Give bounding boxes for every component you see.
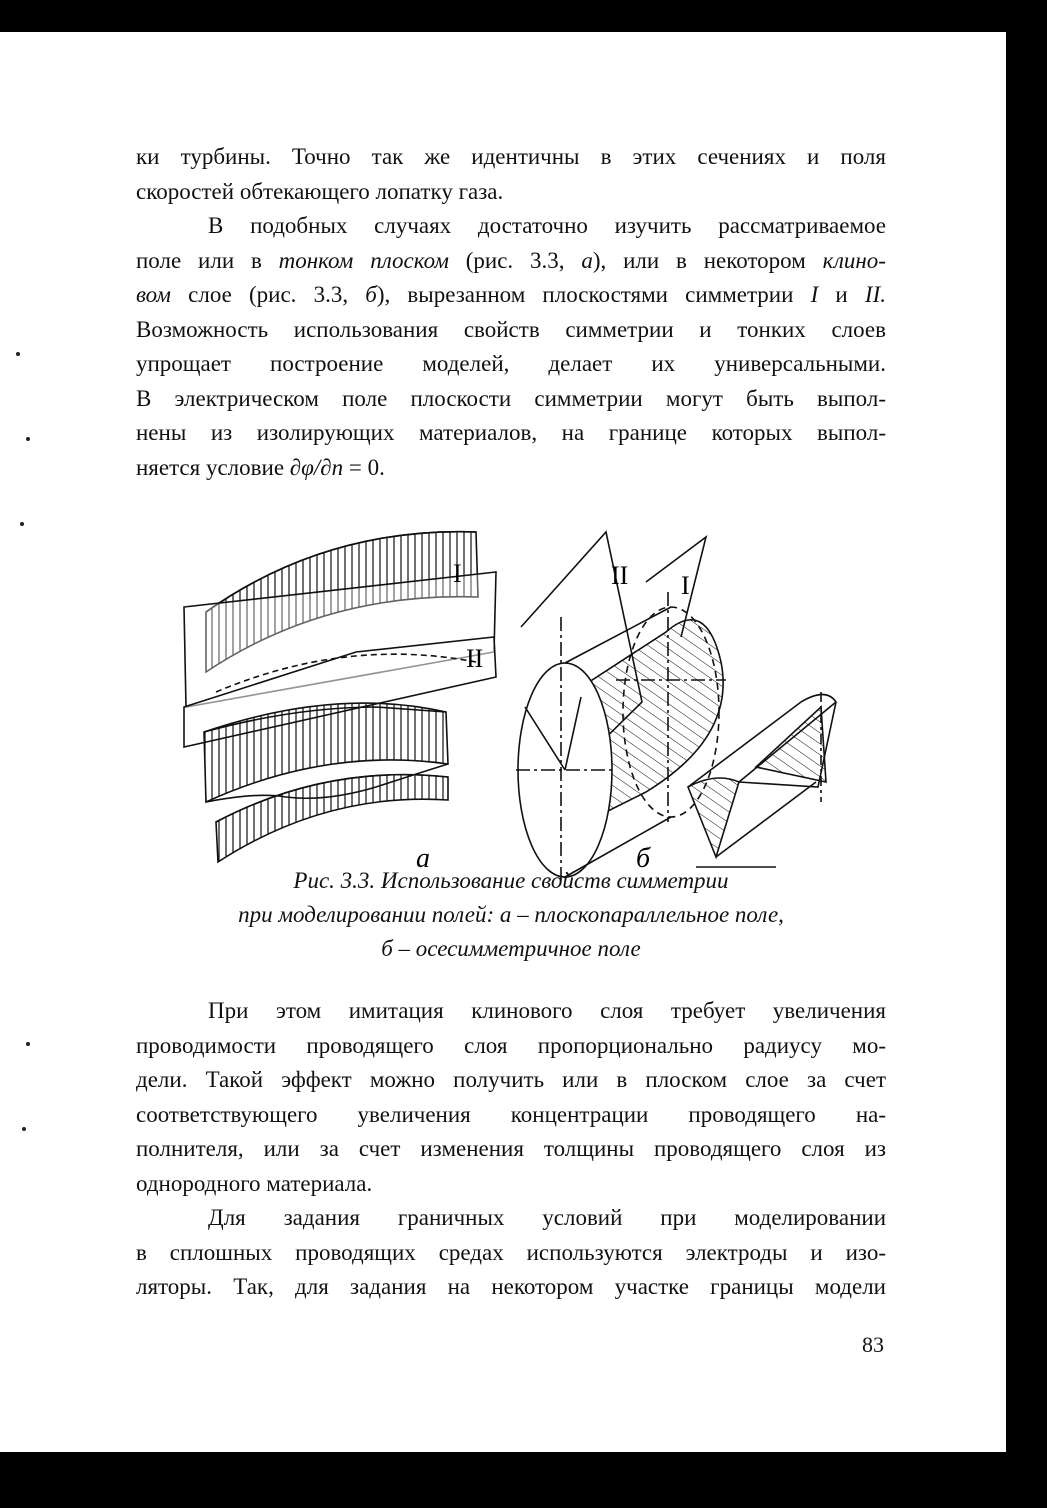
paragraph-2-line-8: няется условие ∂φ/∂n = 0.	[136, 454, 385, 480]
figure-label-b: б	[636, 843, 651, 874]
plane-I-label-a: I	[453, 559, 462, 588]
paragraph-2-line-7: нены из изолирующих материалов, на границе которых выпол-	[136, 420, 886, 445]
scan-speck	[20, 522, 24, 526]
paragraph-4-line-1: Для задания граничных условий при моделировании	[208, 1205, 886, 1230]
paragraph-2-line-1: В подобных случаях достаточно изучить рассматриваемое	[208, 213, 886, 238]
paragraph-1-line-1: ки турбины. Точно так же идентичны в этих сечениях и поля	[136, 144, 886, 169]
scan-speck	[16, 352, 20, 356]
paragraph-2-line-5: упрощает построение моделей, делает их универсальными.	[136, 351, 886, 376]
paragraph-3-line-3: дели. Такой эффект можно получить или в плоском слое за счет	[136, 1067, 886, 1092]
paragraph-1-line-2: скоростей обтекающего лопатку газа.	[136, 178, 504, 204]
plane-II-label-a: II	[466, 644, 484, 673]
paragraph-3-line-5: полнителя, или за счет изменения толщины проводящего слоя из	[136, 1136, 886, 1161]
paragraph-2-line-6: В электрическом поле плоскости симметрии могут быть выпол-	[136, 385, 886, 411]
paragraph-3-line-1: При этом имитация клинового слоя требует увеличения	[208, 998, 886, 1023]
text-block-bottom	[136, 994, 886, 1305]
figure-part-a	[184, 532, 496, 862]
paragraph-2-line-3: вом слое (рис. 3.3, б), вырезанном плоскостями симметрии I и II.	[136, 282, 886, 307]
book-page	[0, 32, 1006, 1452]
figure-caption	[136, 864, 886, 966]
scan-speck	[26, 1042, 30, 1046]
paragraph-3-line-2: проводимости проводящего слоя пропорционально радиусу мо-	[136, 1032, 886, 1058]
caption-line-2: при моделировании полей: а – плоскопараллельное поле,	[238, 902, 784, 927]
paragraph-3-line-6: однородного материала.	[136, 1170, 373, 1196]
paragraph-4-line-3: ляторы. Так, для задания на некотором участке границы модели	[136, 1274, 886, 1299]
text-block-top	[136, 140, 886, 485]
figure-part-b	[516, 532, 836, 882]
paragraph-2-line-4: Возможность использования свойств симметрии и тонких слоев	[136, 316, 886, 342]
figure-symmetry-diagram	[176, 502, 866, 874]
paragraph-4-line-2: в сплошных проводящих средах используются электроды и изо-	[136, 1239, 886, 1265]
scan-speck	[26, 437, 30, 441]
scan-speck	[22, 1127, 26, 1131]
page-number: 83	[862, 1332, 884, 1357]
plane-I-label-b: I	[681, 571, 690, 600]
plane-II-label-b: II	[611, 561, 629, 590]
paragraph-2-line-2: поле или в тонком плоском (рис. 3.3, а), или в некотором клино-	[136, 247, 886, 273]
figure-label-a: а	[416, 843, 430, 874]
paragraph-3-line-4: соответствующего увеличения концентрации проводящего на-	[136, 1101, 886, 1127]
caption-line-1: Рис. 3.3. Использование свойств симметрии	[293, 868, 729, 893]
caption-line-3: б – осесимметричное поле	[381, 936, 641, 961]
